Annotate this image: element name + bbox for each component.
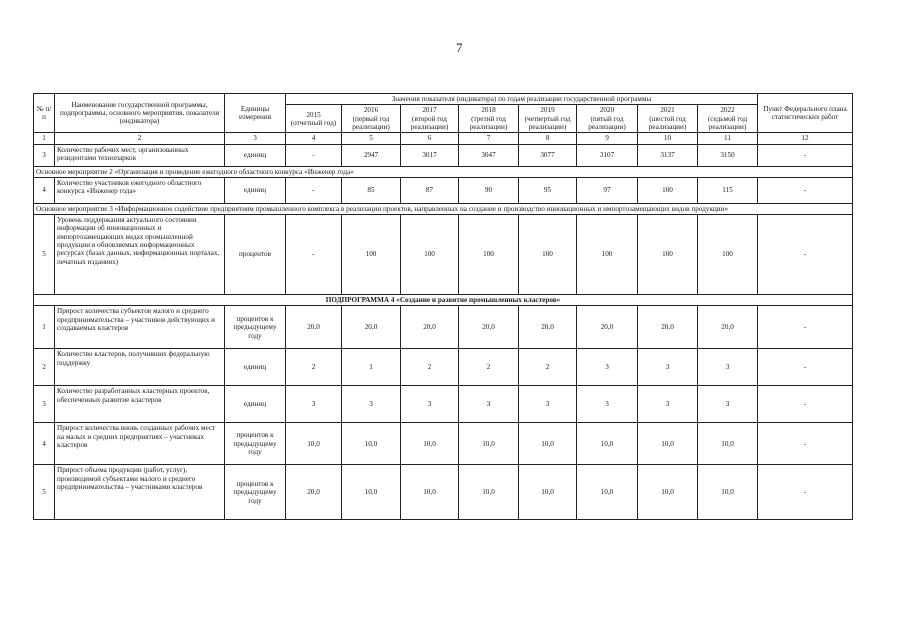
section-row	[34, 203, 853, 214]
value-cell: 10,0	[401, 465, 459, 520]
value-cell: 100	[638, 215, 698, 295]
source-cell: -	[758, 465, 853, 520]
header-year-value: 2021	[660, 106, 675, 115]
indicator-name: Прирост количества субъектов малого и среднего предпринимательства – участников действующих и создаваемых кластеров	[55, 306, 225, 349]
section-title: Основное мероприятие 2 «Организация и проведение ежегодного областного конкурса «Инженер года»	[34, 166, 853, 177]
value-cell: 10,0	[698, 465, 758, 520]
unit-cell: единиц	[225, 386, 286, 423]
value-cell: 1	[342, 349, 401, 386]
header-year-note: (второй год реализации)	[410, 114, 449, 131]
value-cell: 20,0	[401, 306, 459, 349]
value-cell: 10,0	[519, 465, 577, 520]
column-number: 1	[34, 133, 55, 144]
column-number: 6	[401, 133, 459, 144]
value-cell: 100	[638, 177, 698, 203]
header-year-note: (пятый год реализации)	[588, 114, 626, 131]
value-cell: 90	[459, 177, 519, 203]
value-cell: 10,0	[698, 423, 758, 465]
header-year	[286, 105, 342, 133]
column-number: 3	[225, 133, 286, 144]
value-cell: 20,0	[519, 306, 577, 349]
indicator-name: Количество кластеров, получивших федеральную поддержку	[55, 349, 225, 386]
value-cell: 100	[577, 215, 638, 295]
value-cell: 87	[401, 177, 459, 203]
page-number: 7	[456, 40, 463, 55]
table-row	[34, 306, 853, 349]
value-cell: 10,0	[459, 423, 519, 465]
value-cell: 3137	[638, 144, 698, 166]
row-number: 5	[34, 215, 55, 295]
value-cell: 2	[459, 349, 519, 386]
value-cell: 3	[577, 386, 638, 423]
subprogram-row	[34, 295, 853, 306]
value-cell: 100	[459, 215, 519, 295]
indicator-name: Прирост объема продукции (работ, услуг), производимой субъектами малого и среднего предпринимательства – участниками кластеров	[55, 465, 225, 520]
value-cell: 10,0	[519, 423, 577, 465]
column-number: 7	[459, 133, 519, 144]
source-cell: -	[758, 386, 853, 423]
value-cell: 10,0	[638, 465, 698, 520]
header-year-note: (третий год реализации)	[469, 114, 508, 131]
indicator-name: Количество рабочих мест, организованных резидентами технопарков	[55, 144, 225, 166]
value-cell: 10,0	[459, 465, 519, 520]
value-cell: 85	[342, 177, 401, 203]
header-year	[698, 105, 758, 133]
header-year-note: (четвертый год реализации)	[524, 114, 571, 131]
indicator-name: Количество разработанных кластерных проектов, обеспеченных развитие кластеров	[55, 386, 225, 423]
header-year	[401, 105, 459, 133]
value-cell: 3	[401, 386, 459, 423]
row-number: 4	[34, 423, 55, 465]
column-number: 9	[577, 133, 638, 144]
value-cell: 3017	[401, 144, 459, 166]
source-cell: -	[758, 306, 853, 349]
value-cell: 100	[698, 215, 758, 295]
value-cell: 10,0	[342, 465, 401, 520]
value-cell: 97	[577, 177, 638, 203]
unit-cell: процентов	[225, 215, 286, 295]
unit-cell: единиц	[225, 349, 286, 386]
value-cell: 3	[286, 386, 342, 423]
value-cell: 2	[519, 349, 577, 386]
value-cell: 2947	[342, 144, 401, 166]
header-year-value: 2017	[422, 106, 437, 115]
header-name: Наименование государственной программы, подпрограммы, основного мероприятия, показателя (индикатора)	[55, 94, 225, 133]
value-cell: -	[286, 177, 342, 203]
source-cell: -	[758, 423, 853, 465]
header-unit: Единицы измерения	[225, 94, 286, 133]
value-cell: 10,0	[638, 423, 698, 465]
value-cell: 10,0	[577, 465, 638, 520]
section-title: Основное мероприятие 3 «Информационное содействие предприятиям промышленного комплекса в реализации проектов, направленных на создание и производство инновационных и импортозамещающих видов продукции»	[34, 203, 853, 214]
row-number: 4	[34, 177, 55, 203]
header-year-value: 2022	[720, 106, 735, 115]
value-cell: 100	[519, 215, 577, 295]
value-cell: 3107	[577, 144, 638, 166]
table-row	[34, 144, 853, 166]
value-cell: -	[286, 144, 342, 166]
source-cell: -	[758, 144, 853, 166]
header-year-value: 2020	[599, 106, 615, 115]
value-cell: 20,0	[459, 306, 519, 349]
value-cell: 3	[459, 386, 519, 423]
column-number: 2	[55, 133, 225, 144]
header-year	[459, 105, 519, 133]
value-cell: 100	[401, 215, 459, 295]
value-cell: 3077	[519, 144, 577, 166]
row-number: 3	[34, 144, 55, 166]
source-cell: -	[758, 349, 853, 386]
table-row	[34, 349, 853, 386]
unit-cell: процентов к предыдущему году	[225, 423, 286, 465]
header-year	[638, 105, 698, 133]
value-cell: 20,0	[638, 306, 698, 349]
indicator-name: Уровень поддержания актуального состояния информации об инновационных и импортозамещающих видах промышленной продукции в обновляемых информационных ресурсах (базах данных, информационных порталах, печатных изданиях)	[55, 215, 225, 295]
indicators-table	[33, 93, 853, 520]
section-row	[34, 166, 853, 177]
subprogram-title: ПОДПРОГРАММА 4 «Создание и развитие промышленных кластеров»	[34, 295, 853, 306]
table-row	[34, 177, 853, 203]
value-cell: 2	[401, 349, 459, 386]
column-number: 11	[698, 133, 758, 144]
unit-cell: единиц	[225, 144, 286, 166]
header-year	[342, 105, 401, 133]
value-cell: 3	[577, 349, 638, 386]
header-year-value: 2018	[481, 106, 496, 115]
value-cell: 3	[698, 386, 758, 423]
value-cell: 3	[638, 349, 698, 386]
header-num: № п/п	[34, 94, 55, 133]
value-cell: 10,0	[342, 423, 401, 465]
table-row	[34, 386, 853, 423]
row-number: 2	[34, 349, 55, 386]
unit-cell: процентов к предыдущему году	[225, 306, 286, 349]
value-cell: 3	[698, 349, 758, 386]
header-year-note: (отчетный год)	[290, 118, 337, 127]
value-cell: 20,0	[698, 306, 758, 349]
value-cell: 10,0	[286, 423, 342, 465]
value-cell: 2	[286, 349, 342, 386]
unit-cell: единиц	[225, 177, 286, 203]
value-cell: 3	[519, 386, 577, 423]
value-cell: 3047	[459, 144, 519, 166]
header-year-note: (шестой год реализации)	[648, 114, 687, 131]
header-year-note: (первый год реализации)	[352, 114, 390, 131]
value-cell: 95	[519, 177, 577, 203]
column-number: 10	[638, 133, 698, 144]
row-number: 3	[34, 386, 55, 423]
header-year	[519, 105, 577, 133]
header-year	[577, 105, 638, 133]
table-row	[34, 215, 853, 295]
value-cell: 20,0	[342, 306, 401, 349]
source-cell: -	[758, 215, 853, 295]
column-number: 5	[342, 133, 401, 144]
source-cell: -	[758, 177, 853, 203]
value-cell: 10,0	[577, 423, 638, 465]
value-cell: 20,0	[577, 306, 638, 349]
column-number: 4	[286, 133, 342, 144]
header-year-value: 2015	[306, 110, 321, 119]
value-cell: 3	[342, 386, 401, 423]
header-year-value: 2019	[540, 106, 555, 115]
indicator-name: Количество участников ежегодного областного конкурса «Инженер года»	[55, 177, 225, 203]
value-cell: 3	[638, 386, 698, 423]
header-values-caption: Значения показателя (индикатора) по годам реализации государственной программы	[286, 94, 758, 105]
header-year-note: (седьмой год реализации)	[707, 114, 748, 131]
value-cell: 100	[342, 215, 401, 295]
row-number: 5	[34, 465, 55, 520]
unit-cell: процентов к предыдущему году	[225, 465, 286, 520]
row-number: 1	[34, 306, 55, 349]
table-row	[34, 423, 853, 465]
value-cell: 20,0	[286, 306, 342, 349]
column-number: 8	[519, 133, 577, 144]
value-cell: 20,0	[286, 465, 342, 520]
value-cell: 115	[698, 177, 758, 203]
column-number: 12	[758, 133, 853, 144]
indicator-name: Прирост количества вновь созданных рабочих мест на малых и средних предприятиях – участниках кластеров	[55, 423, 225, 465]
header-source: Пункт Федерального плана статистических работ	[758, 94, 853, 133]
value-cell: 10,0	[401, 423, 459, 465]
header-year-value: 2016	[363, 106, 379, 115]
value-cell: -	[286, 215, 342, 295]
value-cell: 3150	[698, 144, 758, 166]
table-row	[34, 465, 853, 520]
